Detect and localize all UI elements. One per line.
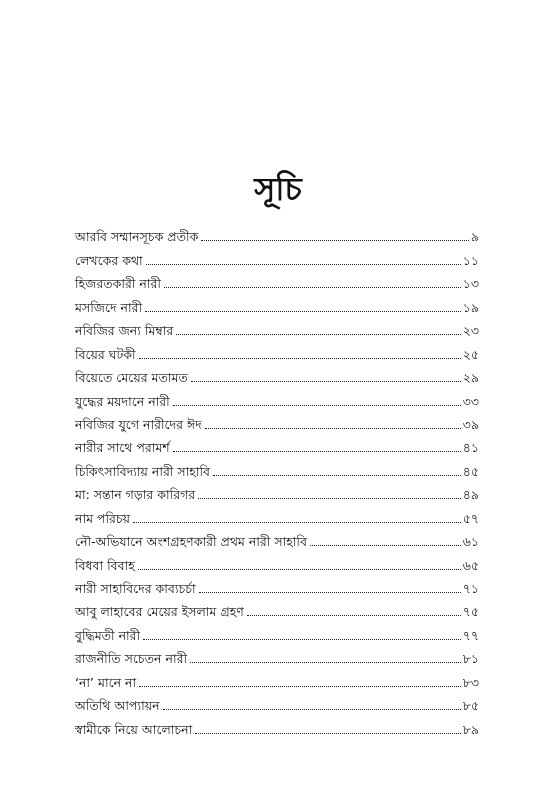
toc-entry [75, 480, 479, 503]
dot-leader [247, 615, 461, 616]
page-title: সূচি [254, 170, 302, 209]
toc-entry [75, 245, 479, 268]
dot-leader [146, 264, 461, 265]
toc-entry-title: স্বামীকে নিয়ে আলোচনা [75, 721, 193, 737]
toc-entry-title: আরবি সম্মানসূচক প্রতীক [75, 229, 199, 245]
dot-leader [310, 545, 461, 546]
toc-entry-title: বিয়েতে মেয়ের মতামত [75, 370, 188, 386]
toc-entry [75, 363, 479, 386]
toc-entry-title: মসজিদে নারী [75, 299, 143, 315]
table-of-contents [75, 222, 479, 738]
toc-entry-page-number: ৬৫ [462, 557, 479, 573]
toc-entry-title: নবিজির যুগে নারীদের ঈদ [75, 416, 202, 432]
toc-entry [75, 644, 479, 667]
toc-entry-title: বিয়ের ঘটকী [75, 346, 136, 362]
toc-entry-page-number: ১৩ [462, 276, 479, 292]
toc-entry-page-number: ৩৩ [462, 393, 479, 409]
toc-entry-page-number: ৭৫ [462, 604, 479, 620]
toc-entry-title: লেখকের কথা [75, 252, 143, 268]
toc-entry-page-number: ৮৩ [462, 674, 479, 690]
dot-leader [190, 662, 461, 663]
dot-leader [145, 311, 461, 312]
toc-entry-page-number: ৮৫ [462, 698, 479, 714]
toc-entry-page-number: ৫৭ [462, 510, 479, 526]
dot-leader [173, 405, 461, 406]
toc-entry-page-number: ১৯ [462, 299, 479, 315]
toc-entry [75, 269, 479, 292]
toc-entry-page-number: ৮৯ [462, 721, 479, 737]
toc-entry-page-number: ৭৭ [462, 627, 479, 643]
toc-entry [75, 597, 479, 620]
toc-entry [75, 503, 479, 526]
toc-entry-title: ‘না’ মানে না [75, 674, 137, 690]
toc-entry [75, 574, 479, 597]
toc-entry-page-number: ৯ [470, 229, 479, 245]
toc-entry-page-number: ৪৫ [462, 463, 479, 479]
toc-entry-title: চিকিৎসাবিদ্যায় নারী সাহাবি [75, 463, 211, 479]
toc-entry [75, 456, 479, 479]
toc-entry-title: নৌ-অভিযানে অংশগ্রহণকারী প্রথম নারী সাহাবি [75, 534, 307, 550]
toc-entry-page-number: ৪১ [462, 440, 479, 456]
dot-leader [133, 522, 461, 523]
dot-leader [163, 709, 461, 710]
toc-entry [75, 292, 479, 315]
dot-leader [138, 569, 461, 570]
toc-entry-page-number: ৪৯ [462, 487, 479, 503]
dot-leader [205, 428, 461, 429]
toc-entry-title: নাম পরিচয় [75, 510, 131, 526]
toc-entry-title: যুদ্ধের ময়দানে নারী [75, 393, 170, 409]
dot-leader [198, 498, 461, 499]
toc-entry-title: নারী সাহাবিদের কাব্যচর্চা [75, 581, 196, 596]
toc-entry [75, 222, 479, 245]
toc-entry-page-number: ২৫ [462, 346, 479, 362]
dot-leader [139, 358, 461, 359]
dot-leader [195, 733, 461, 734]
dot-leader [199, 592, 461, 593]
dot-leader [143, 639, 461, 640]
toc-entry-page-number: ১১ [462, 252, 479, 268]
toc-entry-page-number: ৩৯ [462, 416, 479, 432]
toc-entry [75, 339, 479, 362]
toc-entry-page-number: ৬১ [462, 534, 479, 550]
dot-leader [164, 287, 461, 288]
toc-entry [75, 714, 479, 737]
toc-entry-title: বুদ্ধিমতী নারী [75, 627, 141, 643]
toc-entry-title: বিধবা বিবাহ [75, 557, 135, 573]
toc-entry-page-number: ২৩ [462, 323, 479, 339]
toc-entry-title: রাজনীতি সচেতন নারী [75, 651, 188, 667]
toc-entry-page-number: ২৯ [462, 370, 479, 386]
toc-entry-page-number: ৭১ [462, 581, 479, 596]
dot-leader [213, 475, 461, 476]
dot-leader [201, 240, 469, 241]
toc-entry [75, 550, 479, 573]
toc-entry-title: মা: সন্তান গড়ার কারিগর [75, 487, 196, 503]
toc-entry-title: নবিজির জন্য মিম্বার [75, 323, 174, 339]
toc-entry [75, 316, 479, 339]
toc-entry [75, 691, 479, 714]
toc-entry-page-number: ৮১ [462, 651, 479, 667]
toc-entry-title: অতিথি আপ্যায়ন [75, 698, 160, 714]
toc-entry [75, 620, 479, 643]
dot-leader [191, 381, 461, 382]
toc-entry [75, 410, 479, 433]
toc-entry [75, 433, 479, 456]
toc-entry [75, 386, 479, 409]
dot-leader [173, 451, 461, 452]
toc-entry-title: হিজরতকারী নারী [75, 276, 161, 292]
dot-leader [176, 334, 461, 335]
dot-leader [139, 686, 461, 687]
toc-entry-title: আবু লাহাবের মেয়ের ইসলাম গ্রহণ [75, 604, 244, 620]
toc-entry-title: নারীর সাথে পরামর্শ [75, 440, 170, 456]
toc-entry [75, 527, 479, 550]
toc-entry [75, 667, 479, 690]
